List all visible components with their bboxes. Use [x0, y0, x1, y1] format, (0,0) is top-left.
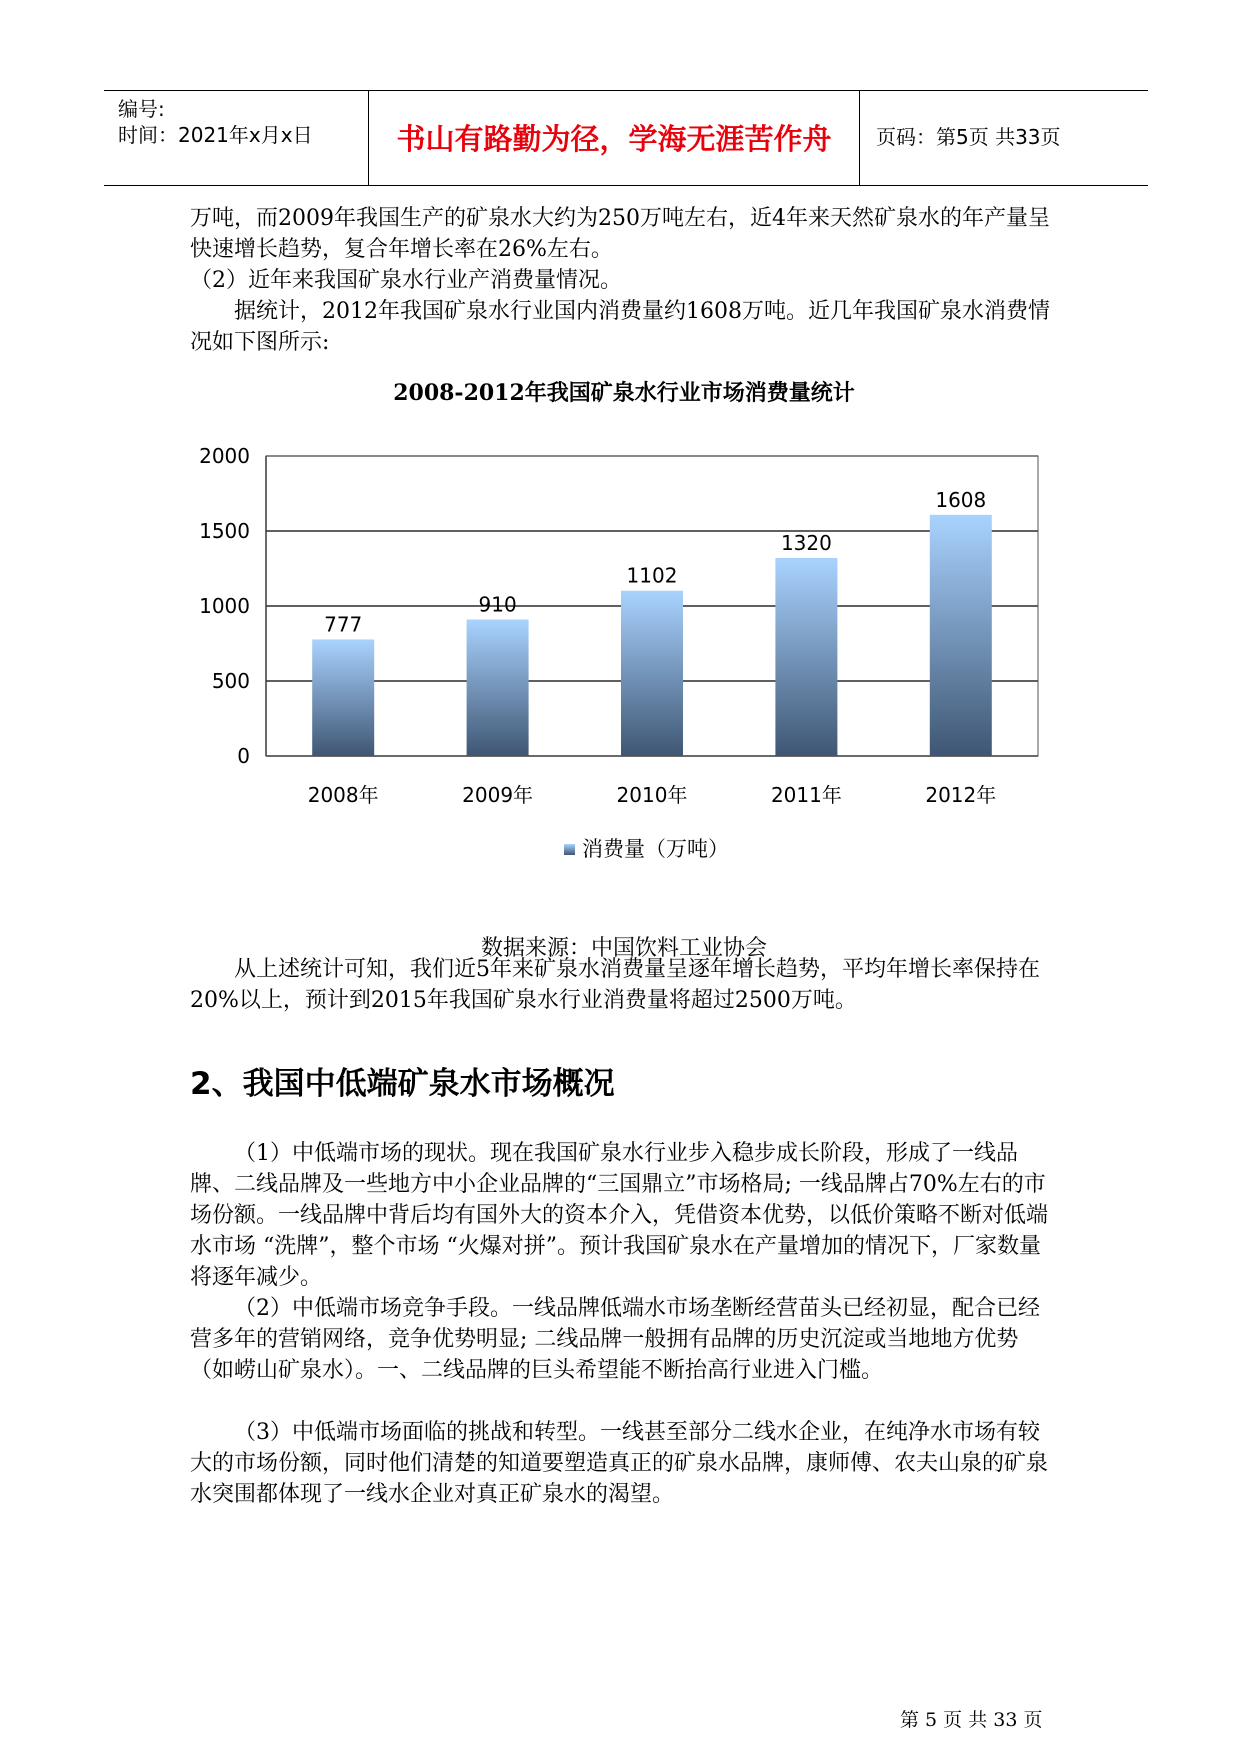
legend-swatch	[564, 844, 575, 855]
y-tick-label: 1000	[199, 594, 250, 618]
data-label: 910	[478, 592, 517, 617]
header-motto: 书山有路勤为径，学海无涯苦作舟	[396, 122, 832, 156]
legend-label: 消费量（万吨）	[582, 837, 729, 861]
page-header	[104, 90, 1148, 186]
bar	[467, 620, 529, 757]
document-time-label: 时间：2021年x月x日	[118, 123, 313, 147]
data-label: 1320	[780, 531, 832, 555]
bar	[930, 515, 992, 756]
x-tick-label: 2010年	[616, 783, 688, 807]
document-number-label: 编号:	[118, 97, 165, 121]
header-left-cell	[104, 91, 369, 185]
chart-data-source: 数据来源：中国饮料工业协会	[480, 936, 767, 961]
chart-title: 2008-2012年我国矿泉水行业市场消费量统计	[393, 380, 855, 406]
paragraph-competition: （2）中低端市场竞争手段。一线品牌低端水市场垄断经营苗头已经初显，配合已经营多年的营销网络，竞争优势明显; 二线品牌一般拥有品牌的历史沉淀或当地地方优势（如崂山矿泉水）。一、二线品牌的巨头希望能不断抬高行业进入门槛。	[190, 1296, 1040, 1383]
y-tick-label: 500	[211, 669, 250, 693]
data-label: 1608	[935, 487, 987, 512]
data-label: 1102	[626, 563, 678, 588]
consumption-bar-chart	[190, 430, 1050, 910]
y-tick-label: 0	[237, 744, 250, 768]
page-footer: 第 5 页 共 33 页	[900, 1709, 1043, 1731]
x-tick-label: 2009年	[462, 783, 534, 807]
x-tick-label: 2008年	[307, 783, 379, 807]
header-page-number: 页码：第5页 共33页	[876, 125, 1061, 149]
paragraph-statistics-intro: 据统计，2012年我国矿泉水行业国内消费量约1608万吨。近几年我国矿泉水消费情况如下图所示:	[190, 299, 1050, 355]
paragraph-challenges: （3）中低端市场面临的挑战和转型。一线甚至部分二线水企业，在纯净水市场有较大的市场份额，同时他们清楚的知道要塑造真正的矿泉水品牌，康师傅、农夫山泉的矿泉水突围都体现了一线水企业对真正矿泉水的渴望。	[190, 1420, 1049, 1507]
x-tick-label: 2012年	[925, 783, 997, 807]
chart-plot-area	[199, 444, 1038, 861]
data-label: 777	[324, 612, 363, 637]
paragraph-summary: 从上述统计可知，我们近5年来矿泉水消费量呈逐年增长趋势，平均年增长率保持在20%以上，预计到2015年我国矿泉水行业消费量将超过2500万吨。	[190, 957, 1040, 1013]
paragraph-subheading-consumption: （2）近年来我国矿泉水行业产消费量情况。	[190, 268, 622, 293]
paragraph-production: 万吨，而2009年我国生产的矿泉水大约为250万吨左右，近4年来天然矿泉水的年产量呈快速增长趋势，复合年增长率在26%左右。	[190, 206, 1050, 262]
bar	[312, 639, 374, 756]
x-tick-label: 2011年	[770, 783, 842, 807]
y-tick-label: 2000	[199, 444, 250, 468]
header-center-cell	[369, 91, 860, 185]
bar	[621, 591, 683, 756]
paragraph-market-status: （1）中低端市场的现状。现在我国矿泉水行业步入稳步成长阶段，形成了一线品牌、二线品牌及一些地方中小企业品牌的“三国鼎立”市场格局; 一线品牌占70%左右的市场份额。一线品牌中背后均有国外大的资本介入，凭借资本优势，以低价策略不断对低端水市场 “洗牌”，整个市场 “火爆对拼”。预计我国矿泉水在产量增加的情况下，厂家数量将逐年减少。	[190, 1141, 1049, 1290]
y-tick-label: 1500	[199, 519, 250, 543]
header-right-cell	[860, 91, 1148, 185]
section-heading: 2、我国中低端矿泉水市场概况	[190, 1066, 615, 1102]
bar	[775, 558, 837, 756]
